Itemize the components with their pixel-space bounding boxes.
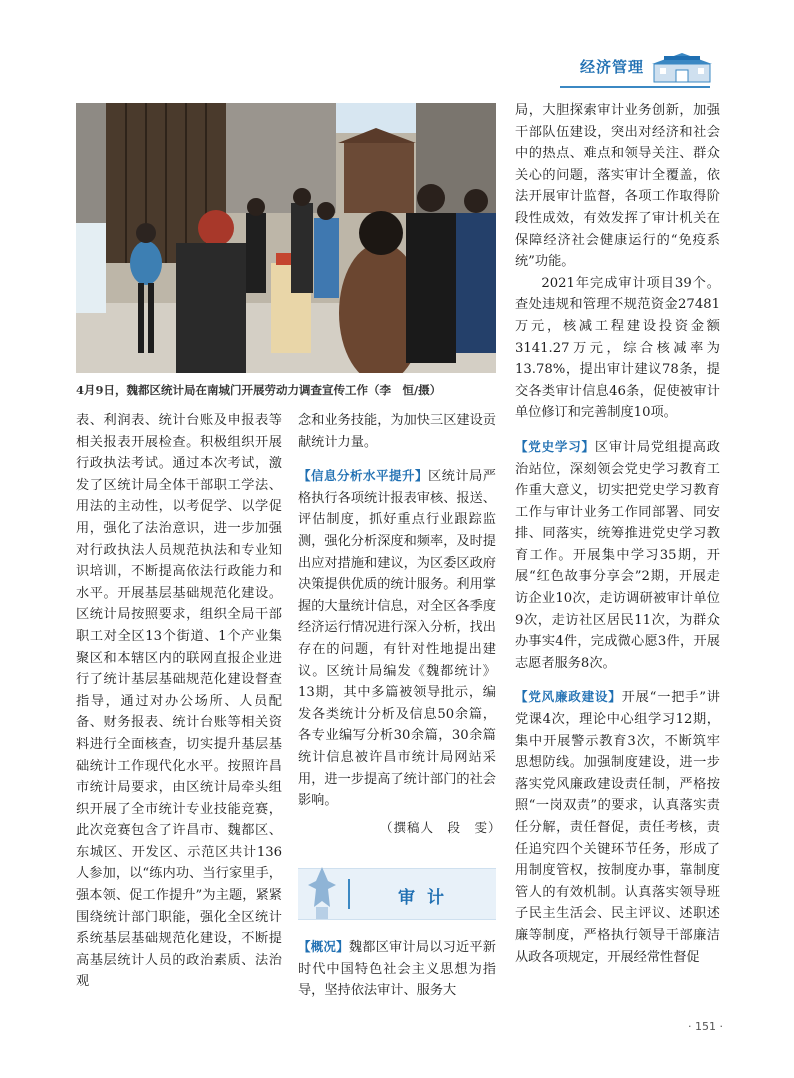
column-2 — [298, 410, 496, 812]
photo-caption: 4月9日，魏都区统计局在南城门开展劳动力调查宣传工作（李 恒/摄） — [76, 383, 442, 397]
paragraph-integrity — [515, 686, 720, 968]
paragraph-overview — [298, 936, 496, 1002]
paragraph-text: 区审计局党组提高政治站位，深刻领会党史学习教育工作重大意义，切实把党史学习教育工作与审计业务工作同部署、同安排、同落实，统筹推进党史学习教育工作。开展集中学习35期，开展“红色故事分享会”2期，开展走访企业10次，走访调研被审计单位9次，走访社区居民11次，为群众办事实4件，完成微心愿3件，开展志愿者服务8次。 — [515, 439, 720, 671]
paragraph: 局，大胆探索审计业务创新，加强干部队伍建设，突出对经济和社会中的热点、难点和领导关注、群众关心的问题，落实审计全覆盖，依法开展审计监督，各项工作取得阶段性成效，有效发挥了审计机关在保障经济社会健康运行的“免疫系统”功能。 — [515, 103, 720, 270]
statue-icon — [302, 863, 342, 923]
page-header — [560, 48, 750, 88]
author-credit: （撰稿人 段 雯） — [380, 820, 502, 835]
paragraph: 念和业务技能，为加快三区建设贡献统计力量。 — [298, 413, 496, 450]
paragraph: 2021年完成审计项目39个。查处违规和管理不规范资金27481万元，核减工程建设投资金额3141.27万元，综合核减率为13.78%，提出审计建议78条，提交各类审计信息46条，促使被审计单位修订和完善制度10项。 — [515, 275, 720, 421]
column-2-continued — [298, 936, 496, 1002]
city-gate-icon — [652, 50, 712, 84]
section-title: 经济管理 — [580, 58, 645, 76]
section-banner — [298, 868, 496, 920]
section-heading: 审计 — [398, 888, 456, 908]
subsection-tag: 【信息分析水平提升】 — [298, 468, 429, 484]
subsection-tag: 【党史学习】 — [515, 438, 595, 454]
paragraph-text: 魏都区审计局以习近平新时代中国特色社会主义思想为指导，坚持依法审计、服务大 — [298, 940, 496, 999]
paragraph-info-analysis — [298, 465, 496, 812]
paragraph: 表、利润表、统计台账及申报表等相关报表开展检查。积极组织开展行政执法考试。通过本次考试，激发了区统计局全体干部职工学法、用法的主动性，以考促学、以学促用，强化了法治意识，进一步加强对行政执法人员规范执法和专业知识培训，不断提高依法行政能力和水平。开展基层基础规范化建设。区统计局按照要求，组织全局干部职工对全区13个街道、1个产业集聚区和本辖区内的联网直报企业进行了统计基层基础规范化建设督查指导，通过对办公场所、人员配备、财务报表、统计台账等相关资料进行全面核查，切实提升基层基础统计工作现代化水平。按照许昌市统计局要求，由区统计局牵头组织开展了全市统计专业技能竞赛，此次竞赛包含了许昌市、魏都区、东城区、开发区、示范区共计136人参加，以“练内功、当行家里手，强本领、促工作提升”为主题，紧紧围绕统计部门职能，强化全区统计系统基层基础规范化建设，不断提高基层统计人员的政治素质、法治观 — [76, 413, 282, 990]
subsection-tag: 【党风廉政建设】 — [515, 689, 622, 705]
photo-illustration — [76, 103, 496, 373]
subsection-tag: 【概况】 — [298, 939, 349, 954]
header-rule — [560, 86, 710, 88]
paragraph-text: 开展“一把手”讲党课4次，理论中心组学习12期，集中开展警示教育3次，不断筑牢思想防线。加强制度建设，进一步落实党风廉政建设责任制，严格按照“一岗双责”的要求，认真落实责任分解，责任督促，责任考核，责任追究四个关键环节任务，形成了用制度管权，按制度办事，靠制度管人的有效机制。认真落实领导班子民主生活会、民主评议、述职述廉等制度，严格执行领导干部廉洁从政各项规定，开展经常性督促 — [515, 690, 720, 965]
paragraph-text: 区统计局严格执行各项统计报表审核、报送、评估制度，抓好重点行业跟踪监测，强化分析深度和频率，及时提出应对措施和建议，为区委区政府决策提供优质的统计服务。利用掌握的大量统计信息，对全区各季度经济运行情况进行深入分析，找出存在的问题，有针对性地提出建议。区统计局编发《魏都统计》13期，其中多篇被领导批示，编发各类统计分析及信息50余篇，各专业编写分析30余篇，30余篇统计信息被许昌市统计局网站采用，进一步提高了统计部门的社会影响。 — [298, 469, 496, 809]
column-3 — [515, 100, 720, 968]
news-photo — [76, 103, 496, 373]
column-1 — [76, 410, 282, 993]
page-number: · 151 · — [688, 1020, 723, 1033]
banner-divider — [348, 879, 350, 909]
paragraph-party-history — [515, 436, 720, 675]
